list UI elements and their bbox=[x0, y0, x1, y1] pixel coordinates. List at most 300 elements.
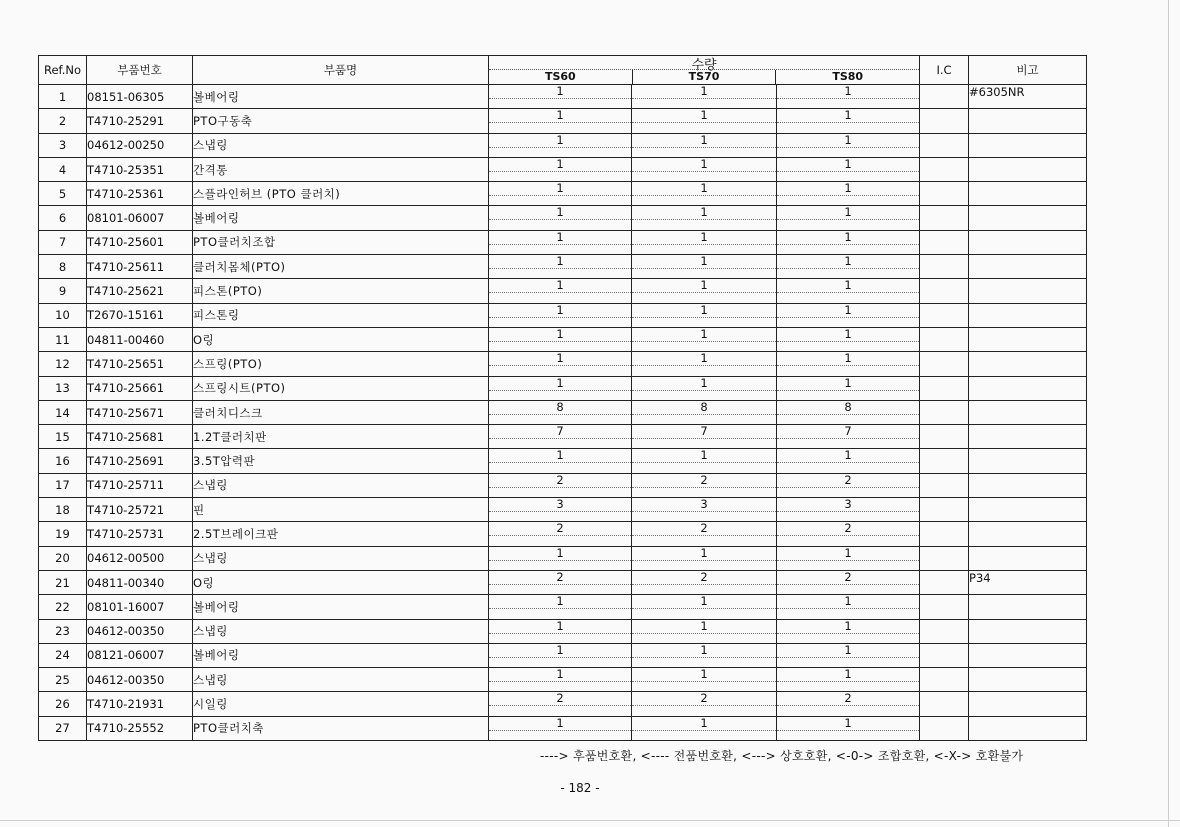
qty-ts60-cell bbox=[489, 716, 632, 740]
ic-cell bbox=[920, 352, 969, 376]
qty-value: 1 bbox=[489, 329, 631, 342]
ic-cell bbox=[920, 206, 969, 230]
qty-ts70-cell bbox=[632, 449, 777, 473]
qty-value: 2 bbox=[777, 572, 919, 585]
qty-value: 1 bbox=[489, 378, 631, 391]
qty-value: 1 bbox=[632, 621, 776, 634]
qty-ts60-cell bbox=[489, 473, 632, 497]
qty-value: 1 bbox=[489, 256, 631, 269]
qty-value: 1 bbox=[632, 329, 776, 342]
qty-ts60-cell bbox=[489, 279, 632, 303]
qty-ts60-cell bbox=[489, 643, 632, 667]
qty-ts80-cell bbox=[777, 692, 920, 716]
note-cell bbox=[969, 352, 1087, 376]
ref-no-cell: 27 bbox=[39, 716, 87, 740]
qty-ts70-cell bbox=[632, 522, 777, 546]
qty-ts70-cell bbox=[632, 230, 777, 254]
ref-no-cell: 25 bbox=[39, 668, 87, 692]
part-name-cell: O링 bbox=[193, 327, 489, 351]
part-name-cell: 시일링 bbox=[193, 692, 489, 716]
ic-cell bbox=[920, 376, 969, 400]
qty-value: 2 bbox=[489, 572, 631, 585]
part-number-cell: T4710-25601 bbox=[87, 230, 193, 254]
part-number-cell: 08151-06305 bbox=[87, 85, 193, 109]
table-row bbox=[39, 425, 1087, 449]
ref-no-cell: 2 bbox=[39, 109, 87, 133]
qty-ts80-cell bbox=[777, 570, 920, 594]
model-ts80-header: TS80 bbox=[775, 70, 919, 84]
qty-value: 1 bbox=[777, 305, 919, 318]
qty-value: 3 bbox=[489, 499, 631, 512]
part-name-cell: O링 bbox=[193, 570, 489, 594]
part-number-cell: T4710-25651 bbox=[87, 352, 193, 376]
qty-value: 3 bbox=[777, 499, 919, 512]
qty-ts70-cell bbox=[632, 352, 777, 376]
note-cell bbox=[969, 255, 1087, 279]
qty-value: 1 bbox=[632, 135, 776, 148]
note-cell bbox=[969, 668, 1087, 692]
table-row bbox=[39, 570, 1087, 594]
qty-value: 1 bbox=[777, 718, 919, 731]
qty-ts70-cell bbox=[632, 473, 777, 497]
qty-value: 1 bbox=[489, 280, 631, 293]
table-row bbox=[39, 716, 1087, 740]
qty-ts80-cell bbox=[777, 157, 920, 181]
ic-cell bbox=[920, 182, 969, 206]
qty-ts80-cell bbox=[777, 498, 920, 522]
qty-value: 1 bbox=[489, 718, 631, 731]
qty-value: 1 bbox=[489, 305, 631, 318]
qty-value: 1 bbox=[489, 86, 631, 99]
part-name-cell: 스냅링 bbox=[193, 133, 489, 157]
note-cell bbox=[969, 230, 1087, 254]
qty-ts70-cell bbox=[632, 546, 777, 570]
header-row bbox=[39, 56, 1087, 85]
ic-cell bbox=[920, 692, 969, 716]
note-cell bbox=[969, 522, 1087, 546]
ref-no-cell: 18 bbox=[39, 498, 87, 522]
table-row bbox=[39, 157, 1087, 181]
part-name-cell: 볼베어링 bbox=[193, 206, 489, 230]
qty-value: 1 bbox=[777, 378, 919, 391]
qty-value: 1 bbox=[489, 450, 631, 463]
ic-cell bbox=[920, 230, 969, 254]
ref-no-cell: 26 bbox=[39, 692, 87, 716]
qty-ts60-cell bbox=[489, 546, 632, 570]
qty-ts60-cell bbox=[489, 498, 632, 522]
part-name-cell: 피스톤(PTO) bbox=[193, 279, 489, 303]
qty-ts70-cell bbox=[632, 570, 777, 594]
qty-ts60-cell bbox=[489, 303, 632, 327]
note-cell bbox=[969, 327, 1087, 351]
qty-ts60-cell bbox=[489, 255, 632, 279]
ref-no-cell: 16 bbox=[39, 449, 87, 473]
note-cell bbox=[969, 619, 1087, 643]
qty-value: 1 bbox=[632, 669, 776, 682]
qty-value: 1 bbox=[777, 159, 919, 172]
note-cell bbox=[969, 400, 1087, 424]
qty-ts80-cell bbox=[777, 473, 920, 497]
qty-ts80-cell bbox=[777, 522, 920, 546]
note-header: 비고 bbox=[969, 56, 1087, 85]
part-number-cell: T4710-25721 bbox=[87, 498, 193, 522]
qty-ts70-cell bbox=[632, 133, 777, 157]
qty-value: 7 bbox=[489, 426, 631, 439]
ic-cell bbox=[920, 668, 969, 692]
ic-cell bbox=[920, 716, 969, 740]
model-subheaders bbox=[489, 69, 919, 84]
part-number-cell: T4710-25661 bbox=[87, 376, 193, 400]
note-cell bbox=[969, 109, 1087, 133]
part-name-cell: 스냅링 bbox=[193, 473, 489, 497]
part-name-cell: PTO클러치축 bbox=[193, 716, 489, 740]
qty-ts80-cell bbox=[777, 643, 920, 667]
table-row bbox=[39, 668, 1087, 692]
qty-value: 7 bbox=[777, 426, 919, 439]
qty-ts80-cell bbox=[777, 449, 920, 473]
qty-ts60-cell bbox=[489, 327, 632, 351]
qty-value: 2 bbox=[632, 475, 776, 488]
qty-value: 1 bbox=[489, 669, 631, 682]
part-number-cell: T4710-25671 bbox=[87, 400, 193, 424]
qty-value: 1 bbox=[777, 353, 919, 366]
qty-ts80-cell bbox=[777, 668, 920, 692]
qty-value: 1 bbox=[489, 621, 631, 634]
qty-ts70-cell bbox=[632, 668, 777, 692]
ref-no-cell: 10 bbox=[39, 303, 87, 327]
qty-ts70-cell bbox=[632, 85, 777, 109]
qty-ts70-cell bbox=[632, 206, 777, 230]
note-cell bbox=[969, 376, 1087, 400]
note-cell bbox=[969, 595, 1087, 619]
qty-value: 1 bbox=[777, 548, 919, 561]
table-row bbox=[39, 498, 1087, 522]
qty-value: 2 bbox=[489, 475, 631, 488]
ref-no-cell: 3 bbox=[39, 133, 87, 157]
ic-cell bbox=[920, 522, 969, 546]
qty-ts80-cell bbox=[777, 133, 920, 157]
qty-ts70-cell bbox=[632, 182, 777, 206]
ic-cell bbox=[920, 279, 969, 303]
ref-no-cell: 8 bbox=[39, 255, 87, 279]
qty-value: 1 bbox=[632, 159, 776, 172]
ic-cell bbox=[920, 109, 969, 133]
part-number-cell: T2670-15161 bbox=[87, 303, 193, 327]
qty-value: 2 bbox=[632, 523, 776, 536]
table-row bbox=[39, 449, 1087, 473]
qty-ts70-cell bbox=[632, 643, 777, 667]
part-number-cell: 04612-00350 bbox=[87, 668, 193, 692]
ref-no-cell: 11 bbox=[39, 327, 87, 351]
qty-value: 1 bbox=[632, 305, 776, 318]
ic-cell bbox=[920, 619, 969, 643]
qty-value: 1 bbox=[632, 183, 776, 196]
part-name-cell: 간격통 bbox=[193, 157, 489, 181]
page-number: - 182 - bbox=[560, 781, 600, 795]
ref-no-cell: 9 bbox=[39, 279, 87, 303]
qty-value: 1 bbox=[632, 232, 776, 245]
ref-no-cell: 12 bbox=[39, 352, 87, 376]
ref-no-cell: 15 bbox=[39, 425, 87, 449]
ic-cell bbox=[920, 643, 969, 667]
ref-no-cell: 19 bbox=[39, 522, 87, 546]
note-cell bbox=[969, 303, 1087, 327]
part-name-cell: 클러치디스크 bbox=[193, 400, 489, 424]
ic-cell bbox=[920, 157, 969, 181]
qty-ts80-cell bbox=[777, 109, 920, 133]
part-name-cell: 핀 bbox=[193, 498, 489, 522]
parts-table bbox=[38, 55, 1087, 741]
qty-value: 2 bbox=[489, 523, 631, 536]
part-number-cell: T4710-25611 bbox=[87, 255, 193, 279]
ic-cell bbox=[920, 85, 969, 109]
note-cell: P34 bbox=[969, 570, 1087, 594]
part-number-cell: T4710-25552 bbox=[87, 716, 193, 740]
table-row bbox=[39, 595, 1087, 619]
table-row bbox=[39, 255, 1087, 279]
qty-value: 7 bbox=[632, 426, 776, 439]
part-number-cell: T4710-25731 bbox=[87, 522, 193, 546]
ic-cell bbox=[920, 255, 969, 279]
qty-value: 1 bbox=[489, 596, 631, 609]
qty-ts70-cell bbox=[632, 255, 777, 279]
part-name-cell: PTO클러치조합 bbox=[193, 230, 489, 254]
ic-cell bbox=[920, 473, 969, 497]
table-row bbox=[39, 643, 1087, 667]
note-cell bbox=[969, 182, 1087, 206]
table-row bbox=[39, 327, 1087, 351]
part-name-cell: 볼베어링 bbox=[193, 85, 489, 109]
qty-ts80-cell bbox=[777, 279, 920, 303]
qty-ts60-cell bbox=[489, 352, 632, 376]
qty-ts60-cell bbox=[489, 133, 632, 157]
ref-no-cell: 14 bbox=[39, 400, 87, 424]
note-cell bbox=[969, 279, 1087, 303]
part-number-cell: 04612-00500 bbox=[87, 546, 193, 570]
ref-no-cell: 4 bbox=[39, 157, 87, 181]
ic-cell bbox=[920, 570, 969, 594]
qty-value: 1 bbox=[777, 232, 919, 245]
qty-ts80-cell bbox=[777, 716, 920, 740]
interchange-legend: ----> 후품번호환, <---- 전품번호환, <---> 상호호환, <-0-> 조합호환, <-X-> 호환불가 bbox=[540, 749, 1024, 763]
qty-value: 1 bbox=[489, 207, 631, 220]
table-row bbox=[39, 522, 1087, 546]
qty-value: 2 bbox=[777, 475, 919, 488]
qty-ts80-cell bbox=[777, 400, 920, 424]
qty-ts70-cell bbox=[632, 595, 777, 619]
qty-value: 1 bbox=[777, 329, 919, 342]
ic-cell bbox=[920, 303, 969, 327]
qty-ts60-cell bbox=[489, 182, 632, 206]
ref-no-cell: 23 bbox=[39, 619, 87, 643]
ref-no-cell: 1 bbox=[39, 85, 87, 109]
note-cell bbox=[969, 498, 1087, 522]
note-cell bbox=[969, 546, 1087, 570]
qty-value: 1 bbox=[489, 110, 631, 123]
note-cell bbox=[969, 716, 1087, 740]
qty-ts70-cell bbox=[632, 498, 777, 522]
qty-value: 1 bbox=[489, 353, 631, 366]
part-number-cell: 04811-00340 bbox=[87, 570, 193, 594]
part-name-cell: 스냅링 bbox=[193, 668, 489, 692]
qty-value: 1 bbox=[777, 645, 919, 658]
part-number-cell: T4710-25351 bbox=[87, 157, 193, 181]
part-name-header: 부품명 bbox=[193, 56, 489, 85]
part-number-cell: T4710-25711 bbox=[87, 473, 193, 497]
qty-value: 1 bbox=[777, 256, 919, 269]
ic-cell bbox=[920, 449, 969, 473]
ic-cell bbox=[920, 498, 969, 522]
qty-ts70-cell bbox=[632, 109, 777, 133]
part-name-cell: 스프링시트(PTO) bbox=[193, 376, 489, 400]
qty-ts70-cell bbox=[632, 400, 777, 424]
qty-ts70-cell bbox=[632, 619, 777, 643]
part-name-cell: PTO구동축 bbox=[193, 109, 489, 133]
qty-value: 1 bbox=[777, 135, 919, 148]
qty-value: 1 bbox=[489, 232, 631, 245]
table-row bbox=[39, 473, 1087, 497]
qty-value: 1 bbox=[777, 280, 919, 293]
qty-value: 1 bbox=[632, 86, 776, 99]
part-name-cell: 스플라인허브 (PTO 클러치) bbox=[193, 182, 489, 206]
qty-value: 1 bbox=[632, 207, 776, 220]
qty-ts60-cell bbox=[489, 595, 632, 619]
qty-value: 2 bbox=[632, 572, 776, 585]
qty-value: 1 bbox=[489, 159, 631, 172]
qty-ts60-cell bbox=[489, 206, 632, 230]
qty-value: 2 bbox=[777, 693, 919, 706]
qty-value: 1 bbox=[632, 450, 776, 463]
qty-ts70-cell bbox=[632, 692, 777, 716]
part-number-cell: 08101-16007 bbox=[87, 595, 193, 619]
qty-value: 1 bbox=[632, 548, 776, 561]
part-name-cell: 스프링(PTO) bbox=[193, 352, 489, 376]
ref-no-cell: 20 bbox=[39, 546, 87, 570]
ic-cell bbox=[920, 133, 969, 157]
ref-no-cell: 22 bbox=[39, 595, 87, 619]
part-number-cell: T4710-21931 bbox=[87, 692, 193, 716]
ic-cell bbox=[920, 546, 969, 570]
note-cell bbox=[969, 206, 1087, 230]
qty-value: 1 bbox=[777, 450, 919, 463]
table-row bbox=[39, 400, 1087, 424]
qty-value: 1 bbox=[777, 207, 919, 220]
part-number-cell: T4710-25681 bbox=[87, 425, 193, 449]
ref-no-cell: 7 bbox=[39, 230, 87, 254]
note-cell bbox=[969, 133, 1087, 157]
qty-ts80-cell bbox=[777, 206, 920, 230]
qty-value: 3 bbox=[632, 499, 776, 512]
table-row bbox=[39, 230, 1087, 254]
part-name-cell: 볼베어링 bbox=[193, 643, 489, 667]
part-name-cell: 클러치몸체(PTO) bbox=[193, 255, 489, 279]
qty-ts80-cell bbox=[777, 376, 920, 400]
qty-value: 1 bbox=[777, 183, 919, 196]
part-number-cell: T4710-25291 bbox=[87, 109, 193, 133]
qty-value: 1 bbox=[632, 256, 776, 269]
qty-ts70-cell bbox=[632, 157, 777, 181]
qty-value: 1 bbox=[489, 548, 631, 561]
part-number-cell: 08101-06007 bbox=[87, 206, 193, 230]
qty-ts80-cell bbox=[777, 619, 920, 643]
qty-ts60-cell bbox=[489, 668, 632, 692]
part-number-cell: 04811-00460 bbox=[87, 327, 193, 351]
qty-ts80-cell bbox=[777, 595, 920, 619]
qty-value: 2 bbox=[489, 693, 631, 706]
part-name-cell: 2.5T브레이크판 bbox=[193, 522, 489, 546]
part-number-cell: 04612-00350 bbox=[87, 619, 193, 643]
qty-ts60-cell bbox=[489, 425, 632, 449]
qty-value: 2 bbox=[777, 523, 919, 536]
ic-cell bbox=[920, 400, 969, 424]
qty-ts80-cell bbox=[777, 546, 920, 570]
note-cell bbox=[969, 643, 1087, 667]
quantity-title: 수량 bbox=[691, 58, 717, 73]
qty-value: 1 bbox=[632, 353, 776, 366]
qty-ts60-cell bbox=[489, 619, 632, 643]
part-name-cell: 3.5T압력판 bbox=[193, 449, 489, 473]
part-name-cell: 피스톤링 bbox=[193, 303, 489, 327]
qty-ts80-cell bbox=[777, 303, 920, 327]
table-row bbox=[39, 619, 1087, 643]
page-edge-bottom bbox=[0, 820, 1180, 821]
qty-value: 1 bbox=[489, 135, 631, 148]
qty-value: 1 bbox=[632, 645, 776, 658]
qty-ts60-cell bbox=[489, 522, 632, 546]
quantity-header bbox=[489, 56, 920, 85]
qty-ts80-cell bbox=[777, 85, 920, 109]
qty-ts80-cell bbox=[777, 327, 920, 351]
qty-ts80-cell bbox=[777, 425, 920, 449]
qty-value: 1 bbox=[777, 669, 919, 682]
part-number-cell: 04612-00250 bbox=[87, 133, 193, 157]
note-cell: #6305NR bbox=[969, 85, 1087, 109]
qty-ts70-cell bbox=[632, 327, 777, 351]
ic-cell bbox=[920, 425, 969, 449]
table-row bbox=[39, 85, 1087, 109]
ref-no-cell: 6 bbox=[39, 206, 87, 230]
qty-ts60-cell bbox=[489, 570, 632, 594]
qty-ts70-cell bbox=[632, 716, 777, 740]
model-ts60-header: TS60 bbox=[544, 70, 576, 83]
qty-ts80-cell bbox=[777, 352, 920, 376]
qty-value: 1 bbox=[632, 280, 776, 293]
model-ts70-header: TS70 bbox=[632, 70, 776, 84]
qty-ts60-cell bbox=[489, 109, 632, 133]
note-cell bbox=[969, 449, 1087, 473]
table-row bbox=[39, 352, 1087, 376]
qty-value: 1 bbox=[489, 183, 631, 196]
qty-ts60-cell bbox=[489, 85, 632, 109]
qty-ts60-cell bbox=[489, 157, 632, 181]
table-row bbox=[39, 546, 1087, 570]
part-number-cell: T4710-25621 bbox=[87, 279, 193, 303]
qty-ts60-cell bbox=[489, 449, 632, 473]
part-name-cell: 스냅링 bbox=[193, 619, 489, 643]
qty-value: 1 bbox=[632, 110, 776, 123]
qty-value: 1 bbox=[632, 378, 776, 391]
table-row bbox=[39, 376, 1087, 400]
qty-value: 2 bbox=[632, 693, 776, 706]
parts-table-body bbox=[39, 85, 1087, 741]
table-row bbox=[39, 109, 1087, 133]
qty-ts70-cell bbox=[632, 376, 777, 400]
ic-cell bbox=[920, 595, 969, 619]
qty-value: 8 bbox=[632, 402, 776, 415]
part-number-cell: T4710-25361 bbox=[87, 182, 193, 206]
part-number-cell: T4710-25691 bbox=[87, 449, 193, 473]
part-number-header: 부품번호 bbox=[87, 56, 193, 85]
